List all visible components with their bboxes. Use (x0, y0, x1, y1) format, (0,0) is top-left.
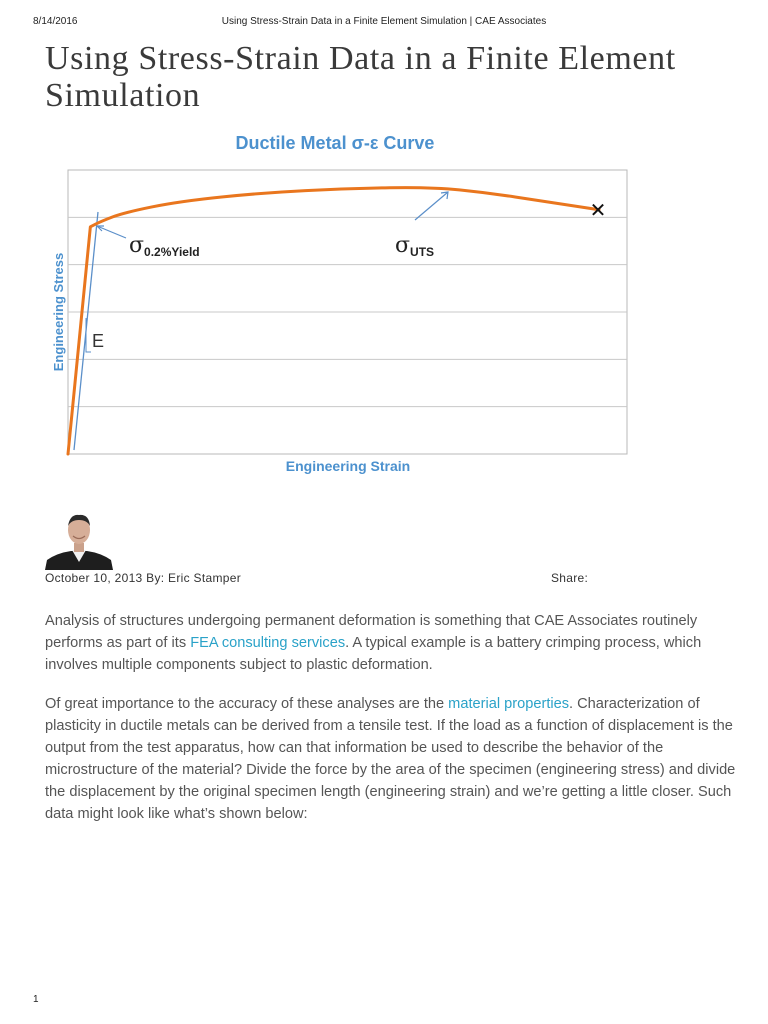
author-avatar (45, 510, 113, 570)
stress-strain-chart (45, 122, 645, 484)
paragraph-intro-text: Analysis of structures undergoing permanent deformation is something that CAE Associates routinely performs as part of its (45, 613, 698, 651)
uts-subscript: UTS (410, 245, 435, 259)
fea-consulting-services-link[interactable]: FEA consulting services (190, 635, 346, 651)
page-number: 1 (33, 994, 39, 1005)
material-properties-link[interactable]: material properties (448, 696, 570, 712)
article-title: Using Stress-Strain Data in a Finite Element Simulation (45, 40, 676, 114)
chart-title: Ductile Metal σ-ε Curve (235, 133, 435, 153)
print-header (0, 16, 768, 30)
author-portrait-icon (45, 510, 113, 570)
paragraph-material-text: Of great importance to the accuracy of these analyses are the (45, 696, 449, 712)
x-axis-label: Engineering Strain (285, 458, 411, 474)
y-axis-label: Engineering Stress (51, 252, 66, 372)
yield-symbol: σ (129, 233, 145, 258)
paragraph-intro-text-end: . A typical example is a battery crimping process, which involves multiple components subject to plastic deformation. (45, 635, 702, 673)
article-body (45, 610, 757, 842)
paragraph-material-text-end: . Characterization of plasticity in ductile metals can be derived from a tensile test. If the load as a function of displacement is the output from the test apparatus, how can that information be used to describe the behavior of the microstructure of the material? Divide the force by the area of the specimen (engineering stress) and divide the displacement by the original specimen length (engineering strain) and we’re getting a little closer. Such data might look like what’s shown below: (45, 696, 736, 822)
print-date: 8/14/2016 (33, 16, 78, 27)
paragraph-material-properties (45, 693, 757, 825)
yield-subscript: 0.2%Yield (144, 245, 200, 259)
stress-strain-figure (45, 122, 645, 484)
print-page-title: Using Stress-Strain Data in a Finite Element Simulation | CAE Associates (221, 16, 547, 27)
fracture-marker-icon: ✕ (589, 198, 607, 222)
share-label: Share: (551, 571, 589, 585)
modulus-label: E (92, 331, 105, 351)
paragraph-intro (45, 610, 757, 676)
uts-symbol: σ (395, 233, 411, 258)
article-byline: October 10, 2013 By: Eric Stamper (45, 571, 241, 585)
